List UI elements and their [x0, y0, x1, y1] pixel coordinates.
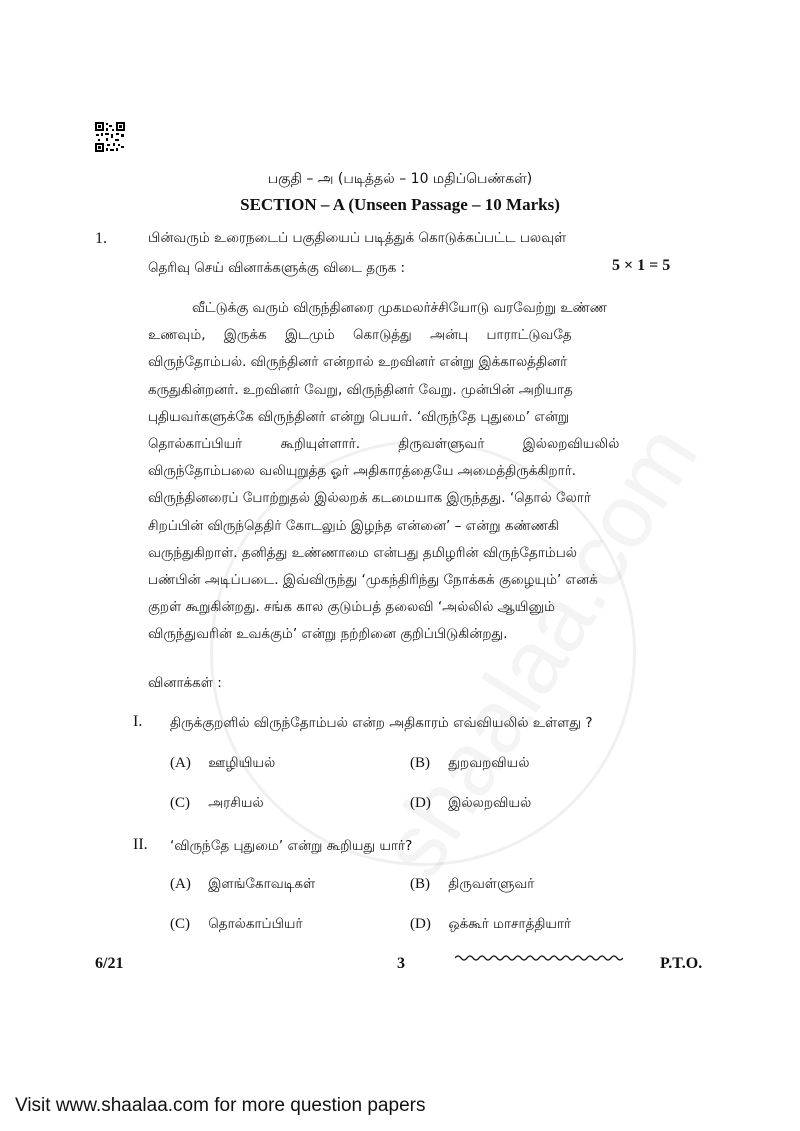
qr-code-icon: [95, 122, 125, 152]
passage-line: குறள் கூறுகின்றது. சங்க கால குடும்பத் தலைவி ‘அல்லில் ஆயினும்: [148, 599, 556, 616]
option-key: (A): [170, 755, 191, 771]
passage-line: விருந்தோம்பலை வலியுறுத்த ஓர் அதிகாரத்தையே அமைத்திருக்கிறார்.: [148, 463, 577, 480]
option-text: இல்லறவியல்: [448, 795, 532, 811]
option-key: (C): [170, 795, 190, 811]
passage-line: சிறப்பின் விருந்தெதிர் கோடலும் இழந்த என்னை’ – என்று கண்ணகி: [148, 517, 559, 534]
option: [410, 876, 534, 894]
question-instruction-line1: பின்வரும் உரைநடைப் பகுதியைப் படித்துக் கொடுக்கப்பட்ட பலவுள்: [148, 230, 567, 246]
option-text: தொல்காப்பியர்: [208, 916, 303, 932]
passage: [148, 295, 658, 648]
option-text: ஊழியியல்: [208, 755, 276, 771]
passage-line: வீட்டுக்கு வரும் விருந்தினரை முகமலர்ச்சியோடு வரவேற்று உண்ண: [192, 300, 607, 316]
question-marks: 5 × 1 = 5: [612, 257, 671, 274]
option: [410, 795, 531, 813]
passage-line: தொல்காப்பியர் கூறியுள்ளார். திருவள்ளுவர் இல்லறவியலில்: [148, 435, 620, 452]
passage-line: விருந்துவரின் உவக்கும்’ என்று நற்றினை குறிப்பிடுகின்றது.: [148, 626, 508, 643]
website-banner[interactable]: Visit www.shaalaa.com for more question papers: [15, 1095, 426, 1116]
option-text: துறவறவியல்: [448, 755, 530, 771]
passage-line: உணவும், இருக்க இடமும் கொடுத்து அன்பு பாராட்டுவதே: [148, 327, 572, 344]
option-key: (B): [410, 876, 430, 892]
subquestion-number: I.: [133, 713, 143, 730]
subquestion-text: திருக்குறளில் விருந்தோம்பல் என்ற அதிகாரம் எவ்வியலில் உள்ளது ?: [170, 715, 593, 731]
wavy-line-divider: [455, 952, 623, 964]
option: [170, 876, 315, 894]
option-text: அரசியல்: [208, 795, 264, 811]
passage-line: வருந்துகிறாள். தனித்து உண்ணாமை என்பது தமிழரின் விருந்தோம்பல்: [148, 544, 577, 561]
passage-line: கருதுகின்றனர். உறவினர் வேறு, விருந்தினர் வேறு. முன்பின் அறியாத: [148, 381, 573, 398]
option: [170, 755, 275, 773]
please-turn-over: P.T.O.: [660, 955, 703, 972]
option: [410, 916, 571, 934]
option-key: (D): [410, 916, 431, 932]
passage-line: பண்பின் அடிப்படை. இவ்விருந்து ‘முகந்திரிந்து நோக்கக் குழையும்’ எனக்: [148, 571, 598, 588]
questions-label: வினாக்கள் :: [148, 675, 222, 691]
passage-line: புதியவர்களுக்கே விருந்தினர் என்று பெயர். ‘விருந்தே புதுமை’ என்று: [148, 408, 570, 425]
page-number: 3: [397, 955, 405, 972]
option-key: (B): [410, 755, 430, 771]
option-key: (D): [410, 795, 431, 811]
option: [410, 755, 529, 773]
question-number: 1.: [95, 230, 107, 247]
option: [170, 795, 264, 813]
passage-line: விருந்தினரைப் போற்றுதல் இல்லறக் கடமையாக இருந்தது. ‘தொல் லோர்: [148, 490, 591, 507]
option-key: (C): [170, 916, 190, 932]
option-text: ஒக்கூர் மாசாத்தியார்: [448, 916, 572, 932]
section-title-english: SECTION – A (Unseen Passage – 10 Marks): [240, 195, 560, 214]
subquestion-number: II.: [133, 836, 148, 853]
passage-line: விருந்தோம்பல். விருந்தினர் என்றால் உறவினர் என்று இக்காலத்தினர்: [148, 354, 568, 371]
option-key: (A): [170, 876, 191, 892]
option-text: திருவள்ளுவர்: [448, 876, 535, 892]
subquestion-text: ‘விருந்தே புதுமை’ என்று கூறியது யார்?: [170, 838, 413, 854]
paper-code: 6/21: [95, 955, 124, 972]
option: [170, 916, 303, 934]
option-text: இளங்கோவடிகள்: [208, 876, 316, 892]
section-title-tamil: பகுதி – அ (படித்தல் – 10 மதிப்பெண்கள்): [267, 171, 533, 187]
question-instruction-line2: தெரிவு செய் வினாக்களுக்கு விடை தருக :: [148, 260, 406, 276]
